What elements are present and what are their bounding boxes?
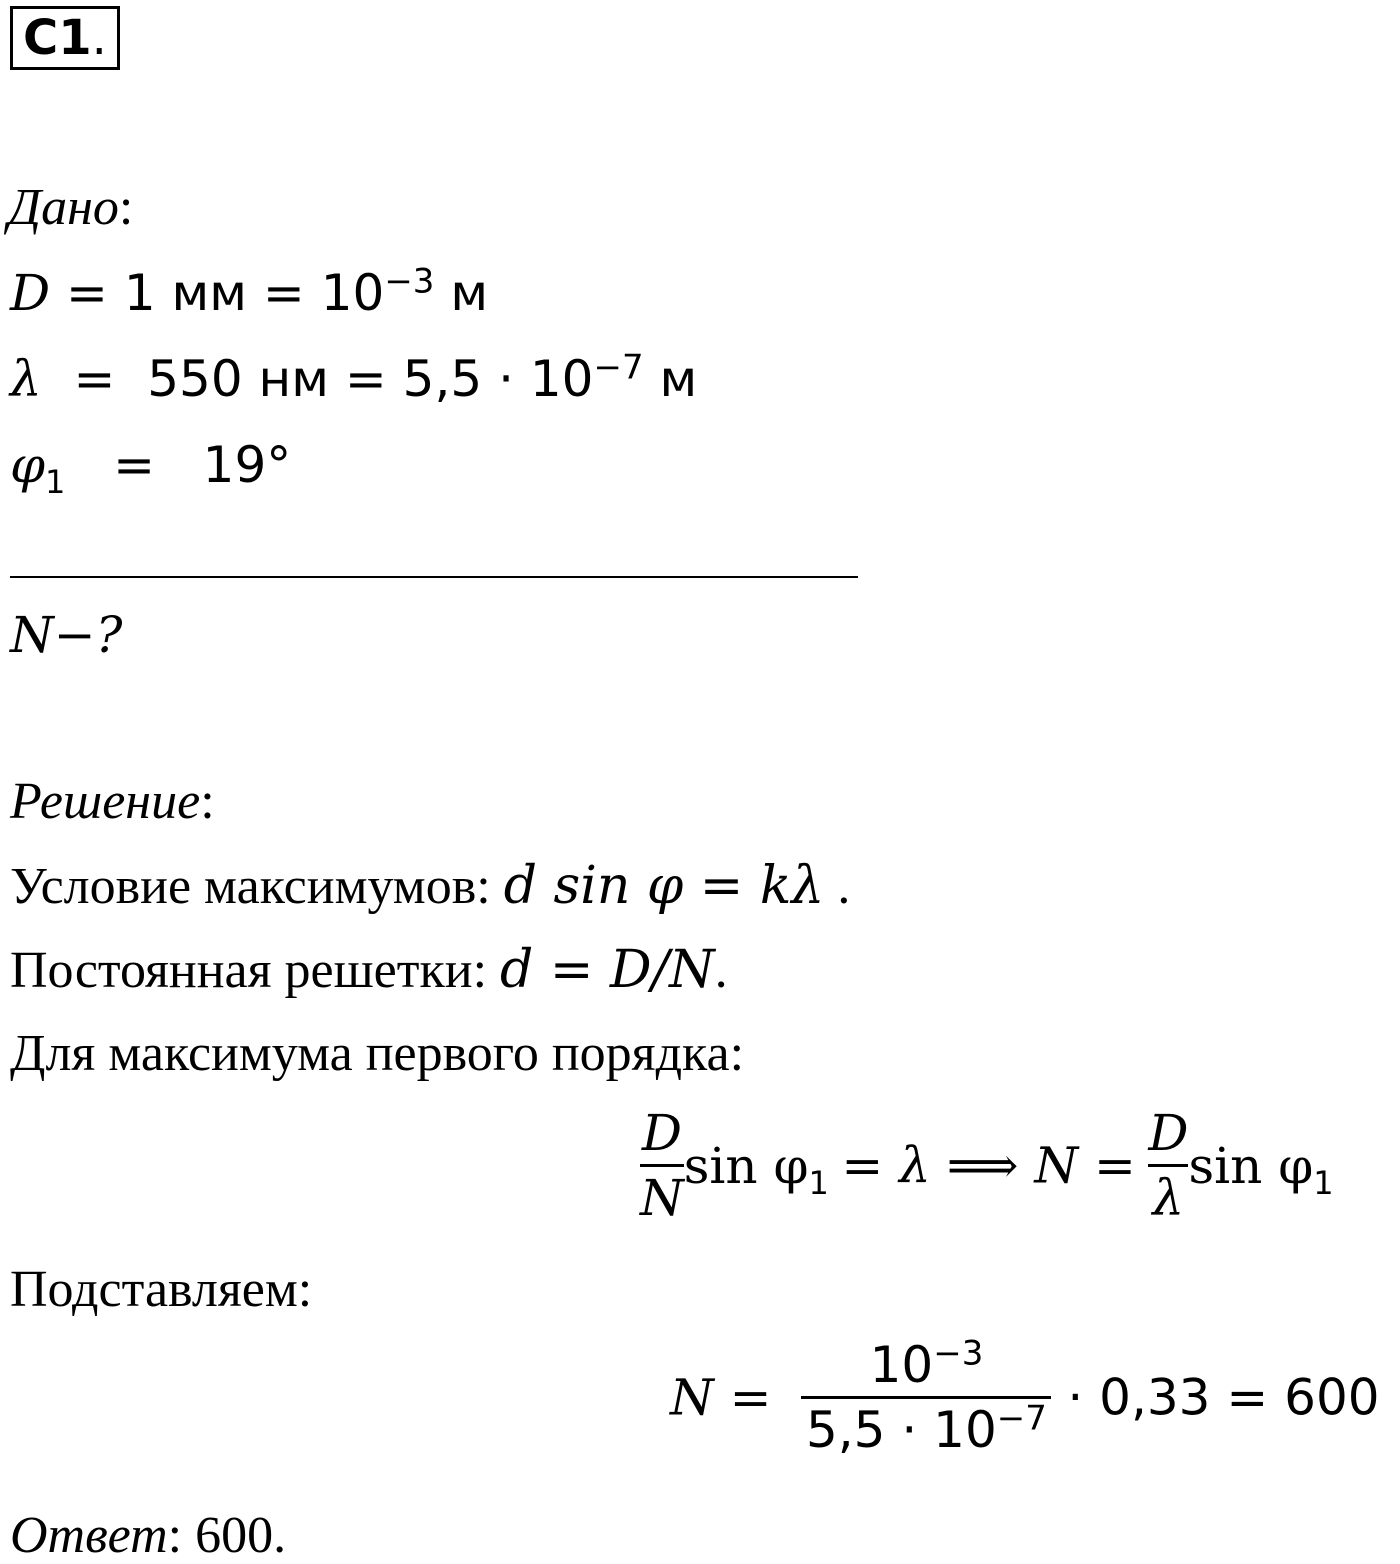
equals: = <box>344 350 387 408</box>
rhs: · 0,33 = 600 <box>1067 1368 1380 1427</box>
line-text: Условие максимумов: <box>10 858 504 915</box>
answer-value: 600. <box>182 1507 287 1564</box>
fraction-D-over-lambda <box>1148 1104 1189 1227</box>
mantissa: 5,5 · 10 <box>402 350 594 408</box>
substitution-fraction <box>801 1333 1051 1459</box>
line-text: Для максимума первого порядка: <box>10 1025 745 1082</box>
numerator <box>869 1333 984 1394</box>
line-text: Подставляем: <box>10 1261 313 1318</box>
unit: м <box>450 264 489 322</box>
num-exp: −3 <box>933 1333 984 1374</box>
denominator: λ <box>1152 1169 1185 1227</box>
power-exp: −7 <box>593 347 644 388</box>
denominator: N <box>640 1169 684 1227</box>
solution-line-1 <box>10 856 851 916</box>
power-exp: −3 <box>384 261 435 302</box>
given-heading <box>8 179 134 236</box>
line-end: . <box>714 942 728 999</box>
phi-subscript: 1 <box>45 463 66 501</box>
solution-line-3 <box>10 1025 745 1082</box>
answer-line <box>10 1507 287 1564</box>
numerator: D <box>1148 1104 1189 1162</box>
find-line <box>10 606 123 664</box>
sin-phi-text: sin φ <box>1188 1136 1314 1195</box>
solution-line-4 <box>10 1261 313 1318</box>
equals: = <box>262 264 305 322</box>
first-order-formula <box>640 1104 1334 1227</box>
power-base: 10 <box>320 264 385 322</box>
given-d-line <box>10 261 489 322</box>
equals: = <box>113 436 155 494</box>
sin-phi <box>1188 1136 1334 1202</box>
var-lambda: λ <box>10 350 42 408</box>
line-text: Постоянная решетки: <box>10 942 501 999</box>
sin-phi-sub: 1 <box>808 1163 829 1202</box>
solution-heading <box>10 773 215 830</box>
given-lambda-line <box>10 347 698 408</box>
answer-label: Ответ <box>10 1507 168 1564</box>
solution-label: Решение <box>10 773 201 830</box>
lhs: N = <box>670 1368 772 1427</box>
solution-line-2 <box>10 940 728 1000</box>
unit: м <box>659 350 698 408</box>
given-label: Дано <box>8 179 119 236</box>
numerator: D <box>641 1104 682 1162</box>
given-phi-line <box>10 436 292 501</box>
fraction-D-over-N <box>640 1104 684 1227</box>
find-text: N−? <box>10 606 123 664</box>
problem-number-badge <box>10 6 120 70</box>
var-D: D <box>10 264 51 322</box>
grating-formula: d = D/N <box>500 940 715 1000</box>
equals: = <box>66 264 108 322</box>
fraction-bar <box>640 1164 684 1167</box>
den-exp: −7 <box>996 1398 1047 1439</box>
given-colon: : <box>118 179 134 236</box>
value-d: 1 мм <box>123 264 247 322</box>
num-base: 10 <box>869 1336 934 1394</box>
solution-colon: : <box>200 773 215 830</box>
var-phi: φ <box>10 436 46 494</box>
value-lambda: 550 нм <box>147 350 329 408</box>
line-end: . <box>824 858 851 915</box>
denominator <box>805 1398 1047 1459</box>
sin-phi-text: sin φ <box>683 1136 809 1195</box>
answer-colon: : <box>167 1507 183 1564</box>
problem-number: C1 <box>23 10 92 66</box>
den-mantissa: 5,5 · 10 <box>805 1401 997 1459</box>
substitution-formula <box>670 1333 1380 1459</box>
fraction-bar <box>1148 1164 1188 1167</box>
problem-number-dot: . <box>91 10 107 66</box>
relation: = λ ⟹ N = <box>841 1136 1136 1195</box>
maxima-formula: d sin φ = kλ <box>503 856 825 916</box>
given-divider <box>10 576 858 578</box>
equals: = <box>73 350 116 408</box>
value-phi: 19° <box>202 436 292 494</box>
sin-phi <box>683 1136 829 1202</box>
sin-phi-sub: 1 <box>1313 1163 1334 1202</box>
